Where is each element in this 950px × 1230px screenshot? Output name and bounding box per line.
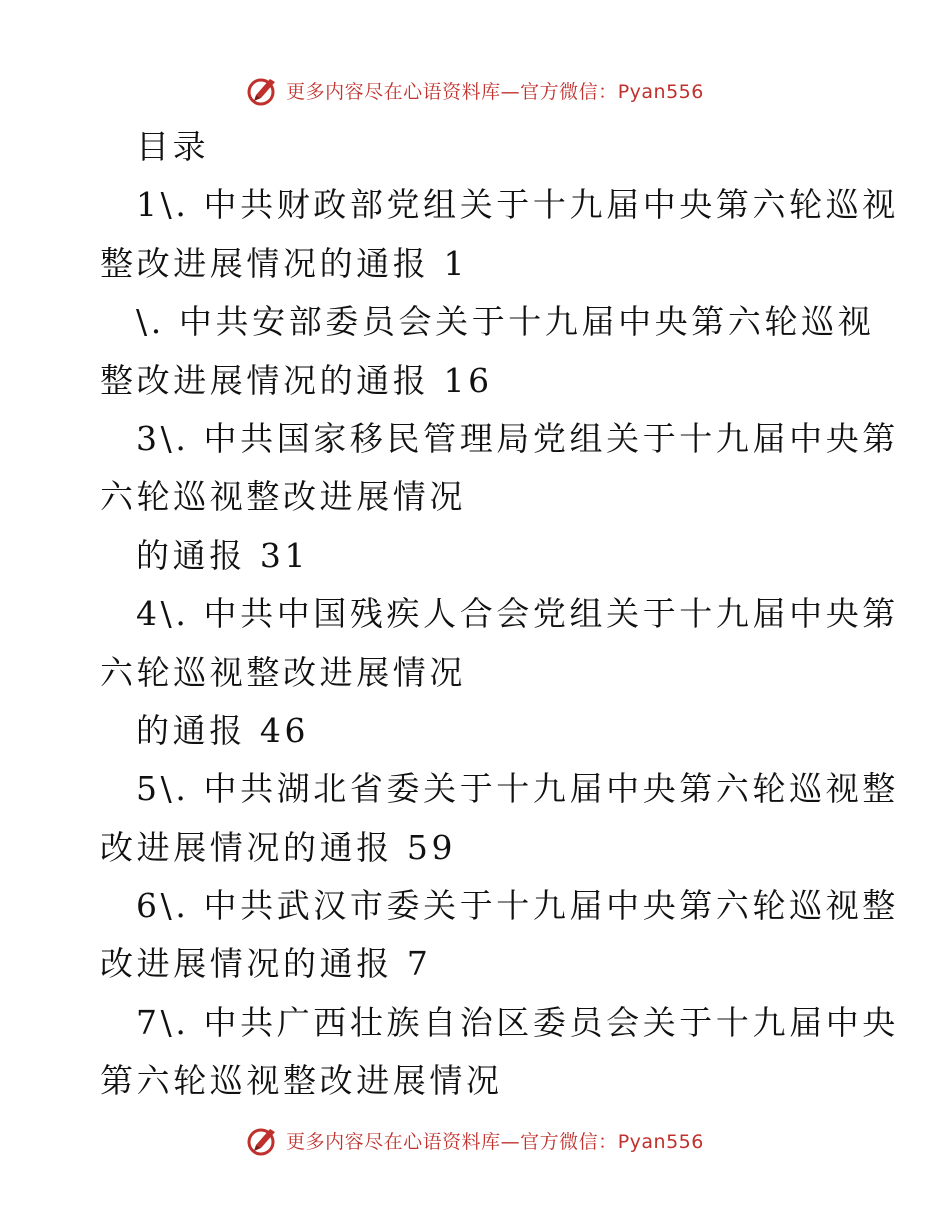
banner-text [286,77,704,104]
banner-main-text: 更多内容尽在心语资料库 [286,80,501,103]
toc-line: 六轮巡视整改进展情况 [100,477,466,517]
table-of-contents [100,118,899,1111]
toc-line: 3\. 中共国家移民管理局党组关于十九届中央第 [136,418,899,458]
toc-line: 改进展情况的通报 7 [100,944,432,984]
pen-in-circle-logo [246,1123,280,1157]
toc-line: 7\. 中共广西壮族自治区委员会关于十九届中央 [136,1002,899,1042]
toc-line: 的通报 46 [136,710,310,750]
toc-line: 改进展情况的通报 59 [100,827,457,867]
banner-text [286,1127,704,1154]
banner-wechat-id: Pyan556 [617,1130,704,1153]
toc-line: 6\. 中共武汉市委关于十九届中央第六轮巡视整 [136,886,899,926]
toc-line: 整改进展情况的通报 16 [100,360,493,400]
pen-in-circle-logo [246,73,280,107]
toc-line: 整改进展情况的通报 1 [100,243,469,283]
toc-line: 的通报 31 [136,535,310,575]
banner-wechat-label: 官方微信： [520,80,618,103]
toc-line: 六轮巡视整改进展情况 [100,652,466,692]
toc-line: \. 中共安部委员会关于十九届中央第六轮巡视 [136,302,875,342]
banner-dash: — [500,80,521,103]
toc-title: 目录 [136,127,210,166]
banner-main-text: 更多内容尽在心语资料库 [286,1130,501,1153]
header-watermark-banner [0,70,950,110]
toc-line: 1\. 中共财政部党组关于十九届中央第六轮巡视 [136,185,899,225]
banner-dash: — [500,1130,521,1153]
toc-line: 4\. 中共中国残疾人合会党组关于十九届中央第 [136,594,899,634]
banner-wechat-id: Pyan556 [617,80,704,103]
banner-wechat-label: 官方微信： [520,1130,618,1153]
footer-watermark-banner [0,1120,950,1160]
toc-line: 第六轮巡视整改进展情况 [100,1061,503,1101]
toc-line: 5\. 中共湖北省委关于十九届中央第六轮巡视整 [136,769,899,809]
